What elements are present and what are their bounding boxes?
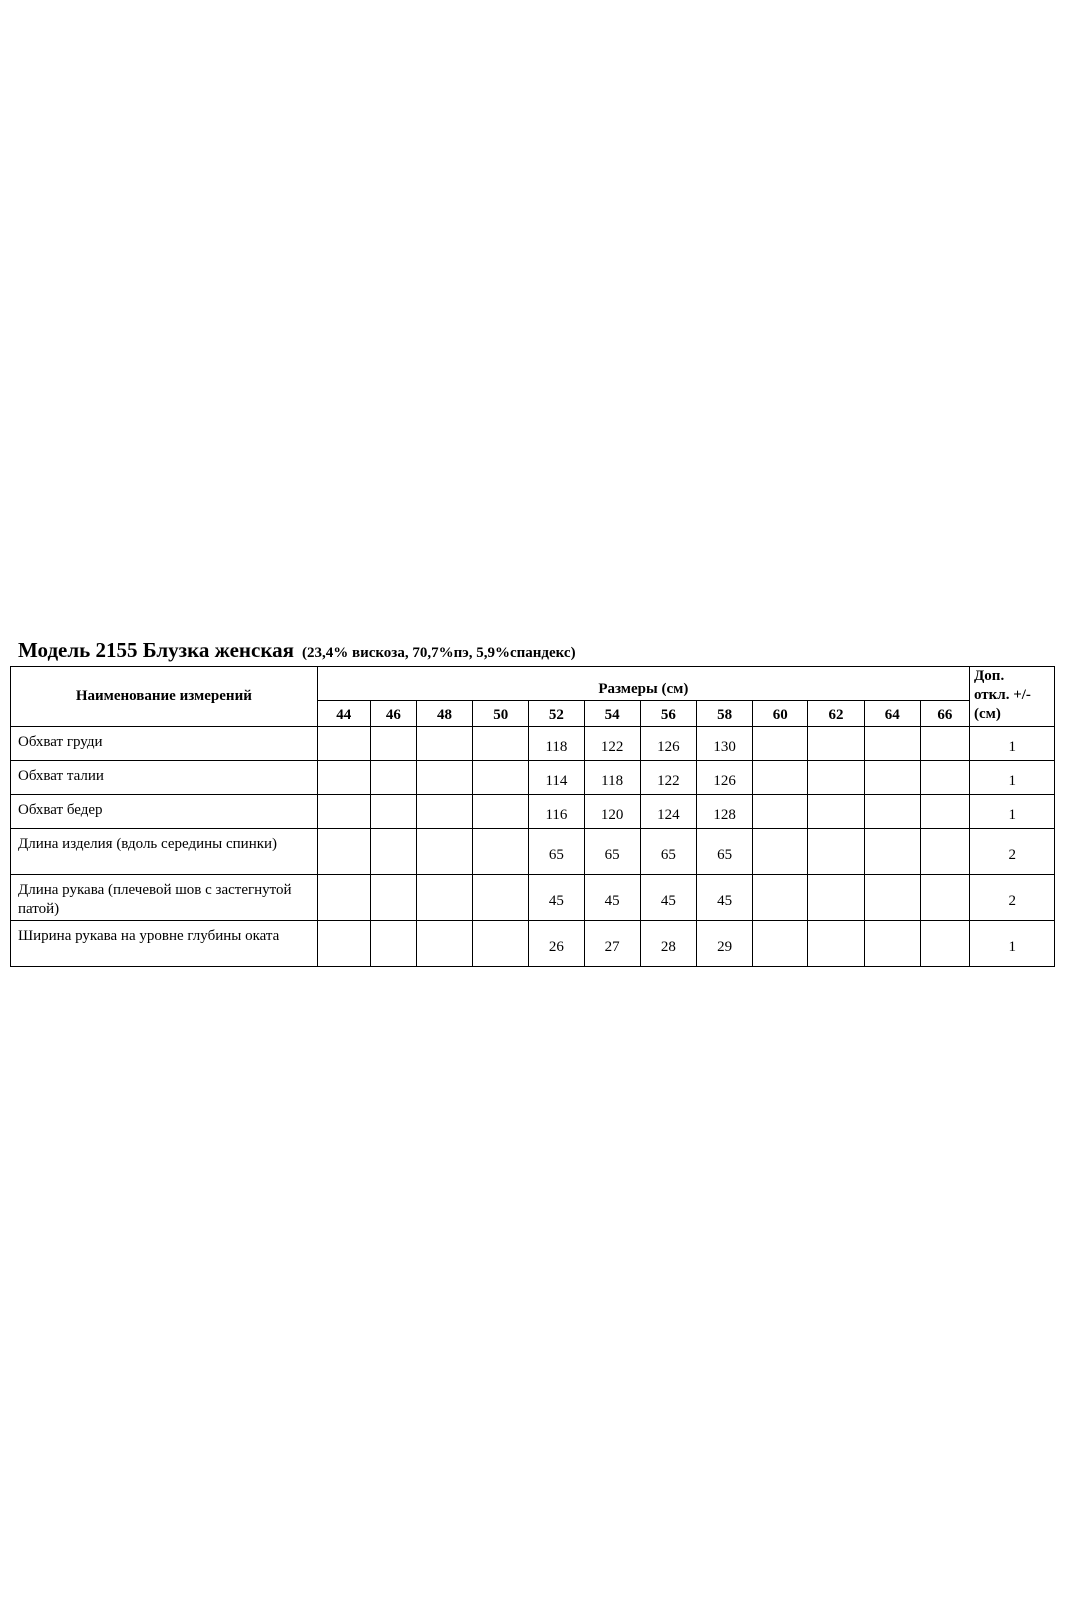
fabric-composition: (23,4% вискоза, 70,7%пэ, 5,9%спандекс)	[301, 645, 576, 661]
document-title	[18, 640, 576, 661]
size-column-header: 60	[753, 701, 808, 727]
size-column-header: 54	[584, 701, 640, 727]
measurement-value: 124	[640, 795, 696, 829]
measurement-value	[473, 875, 529, 921]
measurement-value: 45	[584, 875, 640, 921]
measurement-value	[317, 921, 370, 967]
tolerance-value: 1	[969, 761, 1054, 795]
measurement-value: 114	[529, 761, 584, 795]
tolerance-header	[969, 667, 1054, 727]
size-column-header: 58	[696, 701, 752, 727]
measurement-value	[416, 921, 472, 967]
tolerance-value: 2	[969, 829, 1054, 875]
measurement-name: Обхват бедер	[11, 795, 318, 829]
measurement-value	[416, 829, 472, 875]
measurement-name: Длина изделия (вдоль середины спинки)	[11, 829, 318, 875]
measurement-value: 116	[529, 795, 584, 829]
tolerance-header-line: откл. +/-	[973, 686, 1031, 703]
measurement-value	[416, 727, 472, 761]
table-row	[11, 727, 1055, 761]
measurement-value	[864, 921, 920, 967]
measurement-value	[753, 727, 808, 761]
measurement-value	[370, 921, 416, 967]
size-column-header: 64	[864, 701, 920, 727]
size-column-header: 56	[640, 701, 696, 727]
measurement-value: 130	[696, 727, 752, 761]
sizes-header: Размеры (см)	[317, 667, 969, 701]
measurement-value	[920, 829, 969, 875]
measurement-value	[416, 795, 472, 829]
measurement-value: 26	[529, 921, 584, 967]
measurement-value	[753, 761, 808, 795]
tolerance-header-line: (см)	[973, 705, 1001, 722]
size-column-header: 46	[370, 701, 416, 727]
tolerance-header-line: Доп.	[973, 668, 1005, 684]
measurement-value	[808, 875, 864, 921]
measurement-value: 45	[529, 875, 584, 921]
measurement-value	[920, 875, 969, 921]
measurement-value	[416, 875, 472, 921]
measurement-value: 118	[529, 727, 584, 761]
measurement-value: 118	[584, 761, 640, 795]
measurement-value	[317, 727, 370, 761]
measurement-value	[473, 921, 529, 967]
measurement-value: 126	[640, 727, 696, 761]
tolerance-value: 2	[969, 875, 1054, 921]
size-column-header: 62	[808, 701, 864, 727]
measurement-value	[416, 761, 472, 795]
measurement-value: 65	[584, 829, 640, 875]
measurement-value	[808, 921, 864, 967]
measurement-value: 45	[640, 875, 696, 921]
measurement-value: 29	[696, 921, 752, 967]
measurement-name: Обхват груди	[11, 727, 318, 761]
measurement-value	[753, 795, 808, 829]
measurement-value: 65	[529, 829, 584, 875]
measurement-value	[864, 727, 920, 761]
measurement-value	[864, 761, 920, 795]
measurement-value	[864, 795, 920, 829]
size-chart-table	[10, 666, 1055, 967]
measurement-value: 120	[584, 795, 640, 829]
model-title: Модель 2155 Блузка женская	[18, 638, 294, 662]
header-row	[11, 667, 1055, 701]
measurement-value	[920, 761, 969, 795]
size-column-header: 44	[317, 701, 370, 727]
measurement-value	[317, 875, 370, 921]
measurement-value	[370, 761, 416, 795]
tolerance-value: 1	[969, 921, 1054, 967]
table-row	[11, 795, 1055, 829]
measurement-value	[317, 795, 370, 829]
measurement-value: 122	[584, 727, 640, 761]
measurement-name: Длина рукава (плечевой шов с застегнутой патой)	[11, 875, 318, 921]
tolerance-value: 1	[969, 795, 1054, 829]
measurement-value: 122	[640, 761, 696, 795]
size-column-header: 48	[416, 701, 472, 727]
size-column-header: 66	[920, 701, 969, 727]
measurement-value: 65	[696, 829, 752, 875]
measurement-value	[920, 727, 969, 761]
measurement-value: 128	[696, 795, 752, 829]
table-row	[11, 921, 1055, 967]
table-row	[11, 761, 1055, 795]
measurement-value: 45	[696, 875, 752, 921]
measurement-value: 65	[640, 829, 696, 875]
measurement-value	[808, 727, 864, 761]
measurement-value	[864, 829, 920, 875]
measurement-value	[370, 795, 416, 829]
tolerance-value: 1	[969, 727, 1054, 761]
measurement-value	[753, 875, 808, 921]
measurement-value	[808, 829, 864, 875]
measurement-value	[753, 921, 808, 967]
measurement-value	[808, 761, 864, 795]
measurement-value	[473, 727, 529, 761]
measurement-value	[473, 761, 529, 795]
table-row	[11, 829, 1055, 875]
measurement-name: Ширина рукава на уровне глубины оката	[11, 921, 318, 967]
measurement-value	[370, 727, 416, 761]
measurement-value	[317, 761, 370, 795]
measurement-value	[473, 829, 529, 875]
measurement-value: 126	[696, 761, 752, 795]
table-row	[11, 875, 1055, 921]
size-column-header: 52	[529, 701, 584, 727]
measurement-value	[808, 795, 864, 829]
measurement-name-header: Наименование измерений	[11, 667, 318, 727]
measurement-value	[920, 795, 969, 829]
measurement-value	[370, 829, 416, 875]
measurement-value	[864, 875, 920, 921]
size-column-header: 50	[473, 701, 529, 727]
measurement-value: 28	[640, 921, 696, 967]
measurement-name: Обхват талии	[11, 761, 318, 795]
measurement-value	[753, 829, 808, 875]
measurement-value	[370, 875, 416, 921]
measurement-value	[920, 921, 969, 967]
measurement-value: 27	[584, 921, 640, 967]
measurement-value	[317, 829, 370, 875]
measurement-value	[473, 795, 529, 829]
